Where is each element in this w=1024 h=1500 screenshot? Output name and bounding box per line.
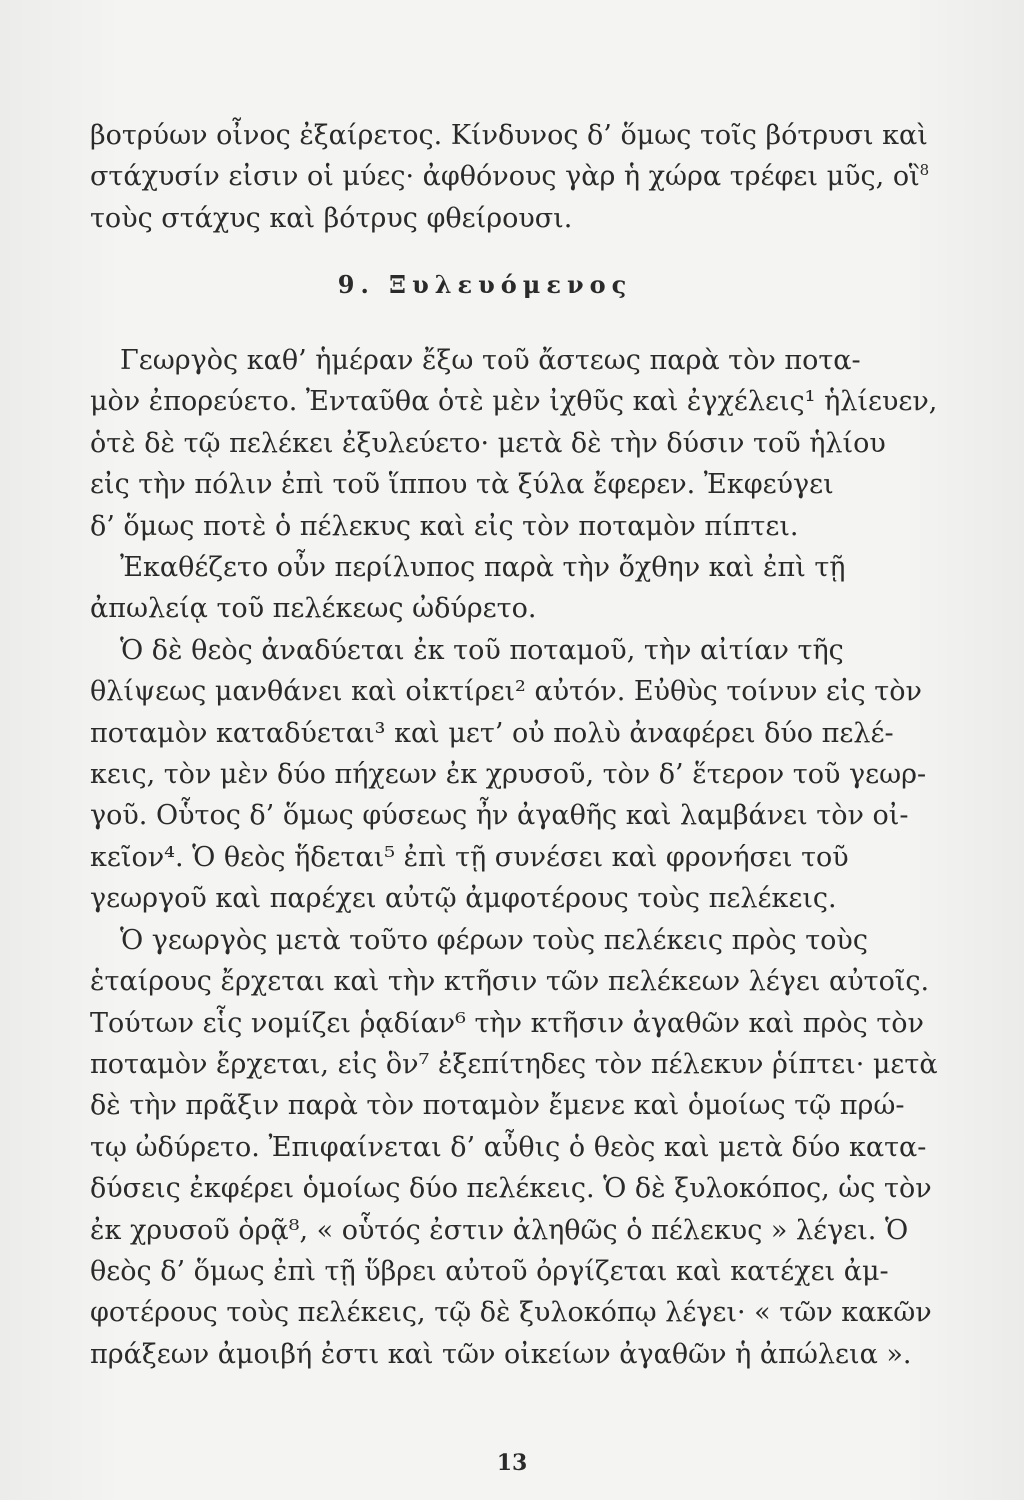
- page-number: 13: [496, 1450, 528, 1476]
- text-line: θεὸς δ’ ὅμως ἐπὶ τῇ ὕβρει αὐτοῦ ὀργίζεται καὶ κατέχει ἀμ-: [90, 1255, 889, 1287]
- text-line: Ὁ δὲ θεὸς ἀναδύεται ἐκ τοῦ ποταμοῦ, τὴν αἰτίαν τῆς: [120, 634, 844, 666]
- text-line: [90, 156, 930, 197]
- text-line: ἀπωλείᾳ τοῦ πελέκεως ὠδύρετο.: [90, 593, 537, 625]
- text-line: Ὁ γεωργὸς μετὰ τοῦτο φέρων τοὺς πελέκεις πρὸς τοὺς: [120, 924, 868, 956]
- text-line: μὸν ἐπορεύετο. Ἐνταῦθα ὁτὲ μὲν ἰχθῦς καὶ ἐγχέλεις¹ ἡλίευεν,: [90, 386, 938, 418]
- text-line: γεωργοῦ καὶ παρέχει αὐτῷ ἀμφοτέρους τοὺς πελέκεις.: [90, 883, 837, 915]
- text-line: ἐκ χρυσοῦ ὁρᾷ⁸, « οὗτός ἐστιν ἀληθῶς ὁ πέλεκυς » λέγει. Ὁ: [90, 1214, 909, 1246]
- text-line: θλίψεως μανθάνει καὶ οἰκτίρει² αὐτόν. Εὐθὺς τοίνυν εἰς τὸν: [90, 676, 922, 708]
- text-line: Γεωργὸς καθ’ ἡμέραν ἔξω τοῦ ἄστεως παρὰ τὸν ποτα-: [120, 345, 861, 376]
- text-line: ποταμὸν καταδύεται³ καὶ μετ’ οὐ πολὺ ἀναφέρει δύο πελέ-: [90, 717, 894, 749]
- text-line: φοτέρους τοὺς πελέκεις, τῷ δὲ ξυλοκόπῳ λέγει· « τῶν κακῶν: [90, 1297, 932, 1329]
- text-line: βοτρύων οἶνος ἐξαίρετος. Κίνδυνος δ’ ὅμως τοῖς βότρυσι καὶ: [90, 120, 928, 151]
- paragraph-top: [90, 115, 930, 239]
- text-line: Τούτων εἷς νομίζει ῥᾳδίαν⁶ τὴν κτῆσιν ἀγαθῶν καὶ πρὸς τὸν: [90, 1007, 924, 1039]
- text-line: τῳ ὠδύρετο. Ἐπιφαίνεται δ’ αὖθις ὁ θεὸς καὶ μετὰ δύο κατα-: [90, 1131, 927, 1163]
- text-line: ποταμὸν ἔρχεται, εἰς ὃν⁷ ἐξεπίτηδες τὸν πέλεκυν ῥίπτει· μετὰ: [90, 1048, 938, 1080]
- footnote-marker: 8: [919, 161, 930, 180]
- text-line: δ’ ὅμως ποτὲ ὁ πέλεκυς καὶ εἰς τὸν ποταμὸν πίπτει.: [90, 510, 799, 542]
- text-line: ἑταίρους ἔρχεται καὶ τὴν κτῆσιν τῶν πελέκεων λέγει αὐτοῖς.: [90, 966, 930, 998]
- text-line: δὲ τὴν πρᾶξιν παρὰ τὸν ποταμὸν ἔμενε καὶ ὁμοίως τῷ πρώ-: [90, 1090, 905, 1122]
- text-line: δύσεις ἐκφέρει ὁμοίως δύο πελέκεις. Ὁ δὲ ξυλοκόπος, ὡς τὸν: [90, 1173, 932, 1205]
- text-line: πράξεων ἀμοιβή ἐστι καὶ τῶν οἰκείων ἀγαθῶν ἡ ἀπώλεια ».: [90, 1338, 912, 1370]
- text-line: ὁτὲ δὲ τῷ πελέκει ἐξυλεύετο· μετὰ δὲ τὴν δύσιν τοῦ ἡλίου: [90, 427, 886, 459]
- text-line: τοὺς στάχυς καὶ βότρυς φθείρουσι.: [90, 202, 573, 234]
- section-heading: 9. Ξυλευόμενος: [337, 270, 633, 299]
- text-line: Ἐκαθέζετο οὖν περίλυπος παρὰ τὴν ὄχθην καὶ ἐπὶ τῇ: [120, 552, 846, 584]
- text-line: κεις, τὸν μὲν δύο πήχεων ἐκ χρυσοῦ, τὸν δ’ ἕτερον τοῦ γεωρ-: [90, 759, 927, 791]
- text-line: κεῖον⁴. Ὁ θεὸς ἥδεται⁵ ἐπὶ τῇ συνέσει καὶ φρονήσει τοῦ: [90, 841, 849, 873]
- paragraph-body: [90, 340, 938, 1375]
- text-line: γοῦ. Οὗτος δ’ ὅμως φύσεως ἦν ἀγαθῆς καὶ λαμβάνει τὸν οἰ-: [90, 800, 909, 832]
- text-line-content: στάχυσίν εἰσιν οἱ μύες· ἀφθόνους γὰρ ἡ χώρα τρέφει μῦς, οἳ: [90, 161, 920, 193]
- text-line: εἰς τὴν πόλιν ἐπὶ τοῦ ἵππου τὰ ξύλα ἔφερεν. Ἐκφεύγει: [90, 469, 834, 501]
